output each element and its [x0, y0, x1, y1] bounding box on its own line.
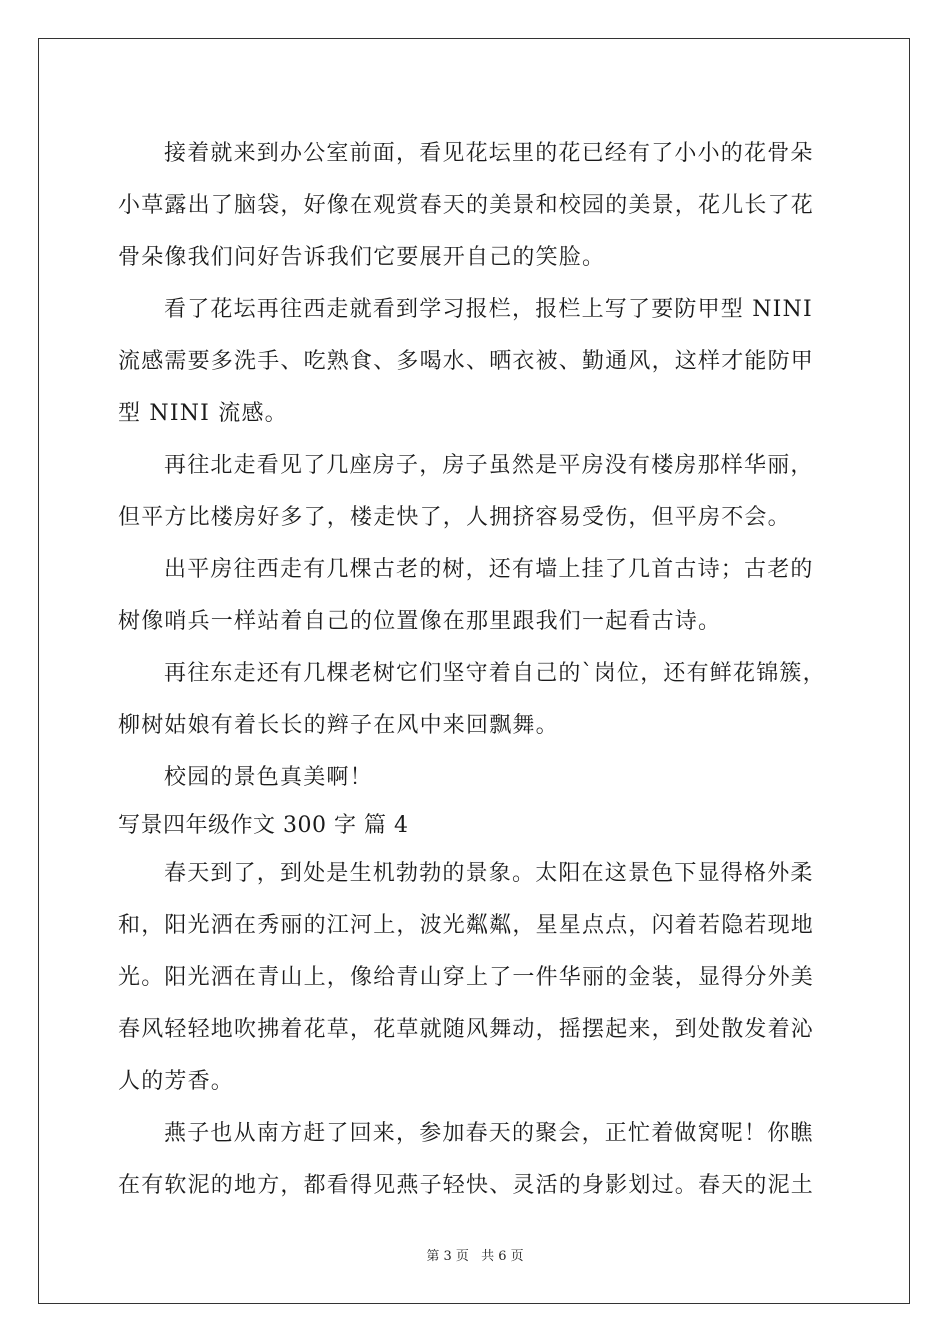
text-line: 在有软泥的地方，都看得见燕子轻快、灵活的身影划过。春天的泥土	[118, 1173, 815, 1198]
page-total: 共 6 页	[481, 1249, 524, 1264]
text-line: 燕子也从南方赶了回来，参加春天的聚会，正忙着做窝呢！你瞧	[164, 1121, 814, 1146]
paragraph	[118, 128, 838, 284]
paragraph	[118, 648, 838, 752]
text-line: 树像哨兵一样站着自己的位置像在那里跟我们一起看古诗。	[118, 609, 722, 634]
section-heading: 写景四年级作文 300 字 篇 4	[118, 813, 409, 838]
text-line: 春风轻轻地吹拂着花草，花草就随风舞动，摇摆起来，到处散发着沁	[118, 1017, 815, 1042]
text-line: 春天到了，到处是生机勃勃的景象。太阳在这景色下显得格外柔	[164, 861, 814, 886]
text-line: 柳树姑娘有着长长的辫子在风中来回飘舞。	[118, 713, 559, 738]
text-line: 再往东走还有几棵老树它们坚守着自己的`岗位，还有鲜花锦簇，	[164, 661, 826, 686]
paragraph	[118, 1108, 838, 1212]
page-footer	[0, 1245, 950, 1264]
paragraph	[118, 848, 838, 1108]
paragraph	[118, 752, 838, 804]
paragraph	[118, 544, 838, 648]
text-line: 和，阳光洒在秀丽的江河上，波光粼粼，星星点点，闪着若隐若现地	[118, 913, 815, 938]
text-line: 光。阳光洒在青山上，像给青山穿上了一件华丽的金装，显得分外美	[118, 965, 815, 990]
text-line: 但平方比楼房好多了，楼走快了，人拥挤容易受伤，但平房不会。	[118, 505, 791, 530]
text-line: 再往北走看见了几座房子，房子虽然是平房没有楼房那样华丽，	[164, 453, 814, 478]
text-line: 出平房往西走有几棵古老的树，还有墙上挂了几首古诗；古老的	[164, 557, 814, 582]
text-line: 看了花坛再往西走就看到学习报栏，报栏上写了要防甲型 NINI	[164, 297, 813, 322]
text-line: 流感需要多洗手、吃熟食、多喝水、晒衣被、勤通风，这样才能防甲	[118, 349, 815, 374]
paragraph	[118, 284, 838, 440]
text-line: 校园的景色真美啊！	[164, 765, 373, 790]
text-line: 接着就来到办公室前面，看见花坛里的花已经有了小小的花骨朵	[164, 141, 814, 166]
document-body	[118, 128, 838, 1212]
paragraph	[118, 440, 838, 544]
text-line: 小草露出了脑袋，好像在观赏春天的美景和校园的美景，花儿长了花	[118, 193, 815, 218]
text-line: 骨朵像我们问好告诉我们它要展开自己的笑脸。	[118, 245, 606, 270]
text-line: 人的芳香。	[118, 1069, 235, 1094]
text-line: 型 NINI 流感。	[118, 401, 288, 426]
page-number: 第 3 页	[426, 1249, 469, 1264]
